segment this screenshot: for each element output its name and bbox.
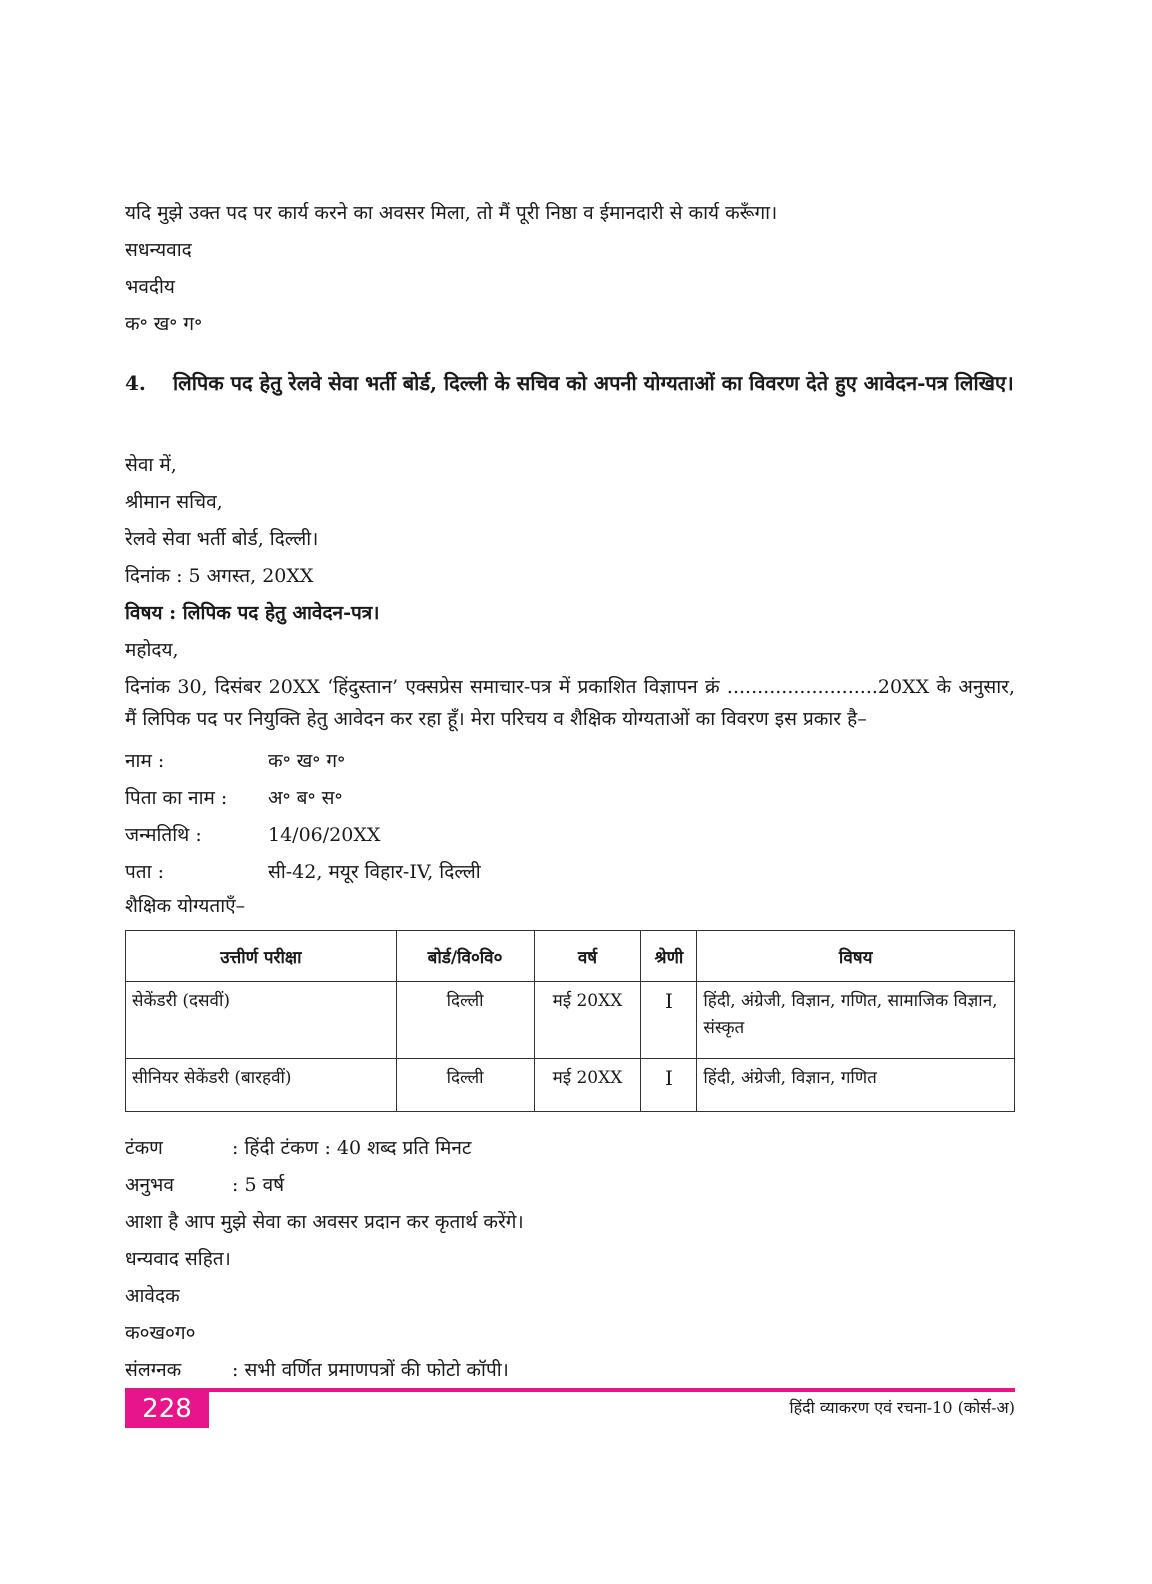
detail-label: पिता का नाम : (125, 787, 228, 809)
detail-label: नाम : (125, 750, 165, 772)
letter-address: रेलवे सेवा भर्ती बोर्ड, दिल्ली। (125, 528, 319, 550)
detail-row-father (125, 785, 343, 811)
enclosure-label: संलग्नक (125, 1359, 182, 1381)
table-row (126, 982, 1015, 1059)
page-number: 228 (125, 1390, 209, 1428)
table-cell: हिंदी, अंग्रेजी, विज्ञान, गणित, सामाजिक विज्ञान, संस्कृत (697, 982, 1015, 1059)
table-cell: मई 20XX (534, 1059, 641, 1112)
detail-row-dob (125, 822, 380, 848)
detail-value: 14/06/20XX (268, 824, 381, 846)
detail-row-address (125, 859, 481, 885)
experience-label: अनुभव (125, 1174, 174, 1196)
enclosure-value: : सभी वर्णित प्रमाणपत्रों की फोटो कॉपी। (232, 1359, 509, 1381)
table-cell: मई 20XX (534, 982, 641, 1059)
detail-value: अ॰ ब॰ स॰ (268, 787, 343, 809)
question-text: लिपिक पद हेतु रेलवे सेवा भर्ती बोर्ड, दिल्ली के सचिव को अपनी योग्यताओं का विवरण देते हुए आवेदन-पत्र लिखिए। (173, 371, 1014, 395)
letter-subject: विषय : लिपिक पद हेतु आवेदन-पत्र। (125, 602, 380, 624)
table-header: बोर्ड/वि०वि० (396, 931, 534, 982)
detail-value: क॰ ख॰ ग॰ (268, 750, 346, 772)
detail-value: सी-42, मयूर विहार-IV, दिल्ली (268, 861, 481, 883)
footer-divider (125, 1388, 1015, 1392)
prev-thanks: सधन्यवाद (125, 239, 192, 261)
prev-signature: क॰ ख॰ ग॰ (125, 313, 203, 335)
letter-thanks: धन्यवाद सहित। (125, 1248, 231, 1270)
letter-applicant: आवेदक (125, 1285, 180, 1307)
table-cell: दिल्ली (396, 982, 534, 1059)
typing-label: टंकण (125, 1137, 163, 1159)
table-cell: सेकेंडरी (दसवीं) (126, 982, 397, 1059)
experience-row (125, 1172, 284, 1198)
letter-signature: क०ख०ग० (125, 1322, 196, 1344)
letter-body: दिनांक 30, दिसंबर 20XX ‘हिंदुस्तान’ एक्सप्रेस समाचार-पत्र में प्रकाशित विज्ञापन क्रं .........................20XX के अनुसार, मैं लिपिक पद पर नियुक्ति हेतु आवेदन कर रहा हूँ। मेरा परिचय व शैक्षिक योग्यताओं का विवरण इस प्रकार है– (125, 676, 1015, 730)
prev-closing-line: यदि मुझे उक्त पद पर कार्य करने का अवसर मिला, तो मैं पूरी निष्ठा व ईमानदारी से कार्य करूँगा। (125, 202, 778, 224)
table-header: उत्तीर्ण परीक्षा (126, 931, 397, 982)
letter-to: सेवा में, (125, 454, 177, 476)
table-header-row (126, 931, 1015, 982)
qualifications-heading: शैक्षिक योग्यताएँ– (125, 895, 246, 917)
qualifications-table (125, 930, 1015, 1112)
typing-value: : हिंदी टंकण : 40 शब्द प्रति मिनट (232, 1137, 472, 1159)
enclosure-row (125, 1357, 509, 1383)
letter-recipient: श्रीमान सचिव, (125, 491, 223, 513)
table-row (126, 1059, 1015, 1112)
typing-row (125, 1135, 471, 1161)
question-heading (125, 366, 1015, 400)
table-header: श्रेणी (641, 931, 697, 982)
question-number: 4. (125, 371, 146, 395)
letter-salutation: महोदय, (125, 639, 179, 661)
table-header: वर्ष (534, 931, 641, 982)
table-cell: सीनियर सेकेंडरी (बारहवीं) (126, 1059, 397, 1112)
book-title: हिंदी व्याकरण एवं रचना-10 (कोर्स-अ) (789, 1398, 1015, 1417)
prev-yours: भवदीय (125, 276, 175, 298)
table-cell: I (641, 1059, 697, 1112)
letter-date: दिनांक : 5 अगस्त, 20XX (125, 565, 314, 587)
table-cell: दिल्ली (396, 1059, 534, 1112)
experience-value: : 5 वर्ष (232, 1174, 285, 1196)
table-header: विषय (697, 931, 1015, 982)
table-cell: हिंदी, अंग्रेजी, विज्ञान, गणित (697, 1059, 1015, 1112)
detail-row-name (125, 748, 345, 774)
detail-label: पता : (125, 861, 164, 883)
detail-label: जन्मतिथि : (125, 824, 202, 846)
letter-hope: आशा है आप मुझे सेवा का अवसर प्रदान कर कृतार्थ करेंगे। (125, 1211, 524, 1233)
table-cell: I (641, 982, 697, 1059)
